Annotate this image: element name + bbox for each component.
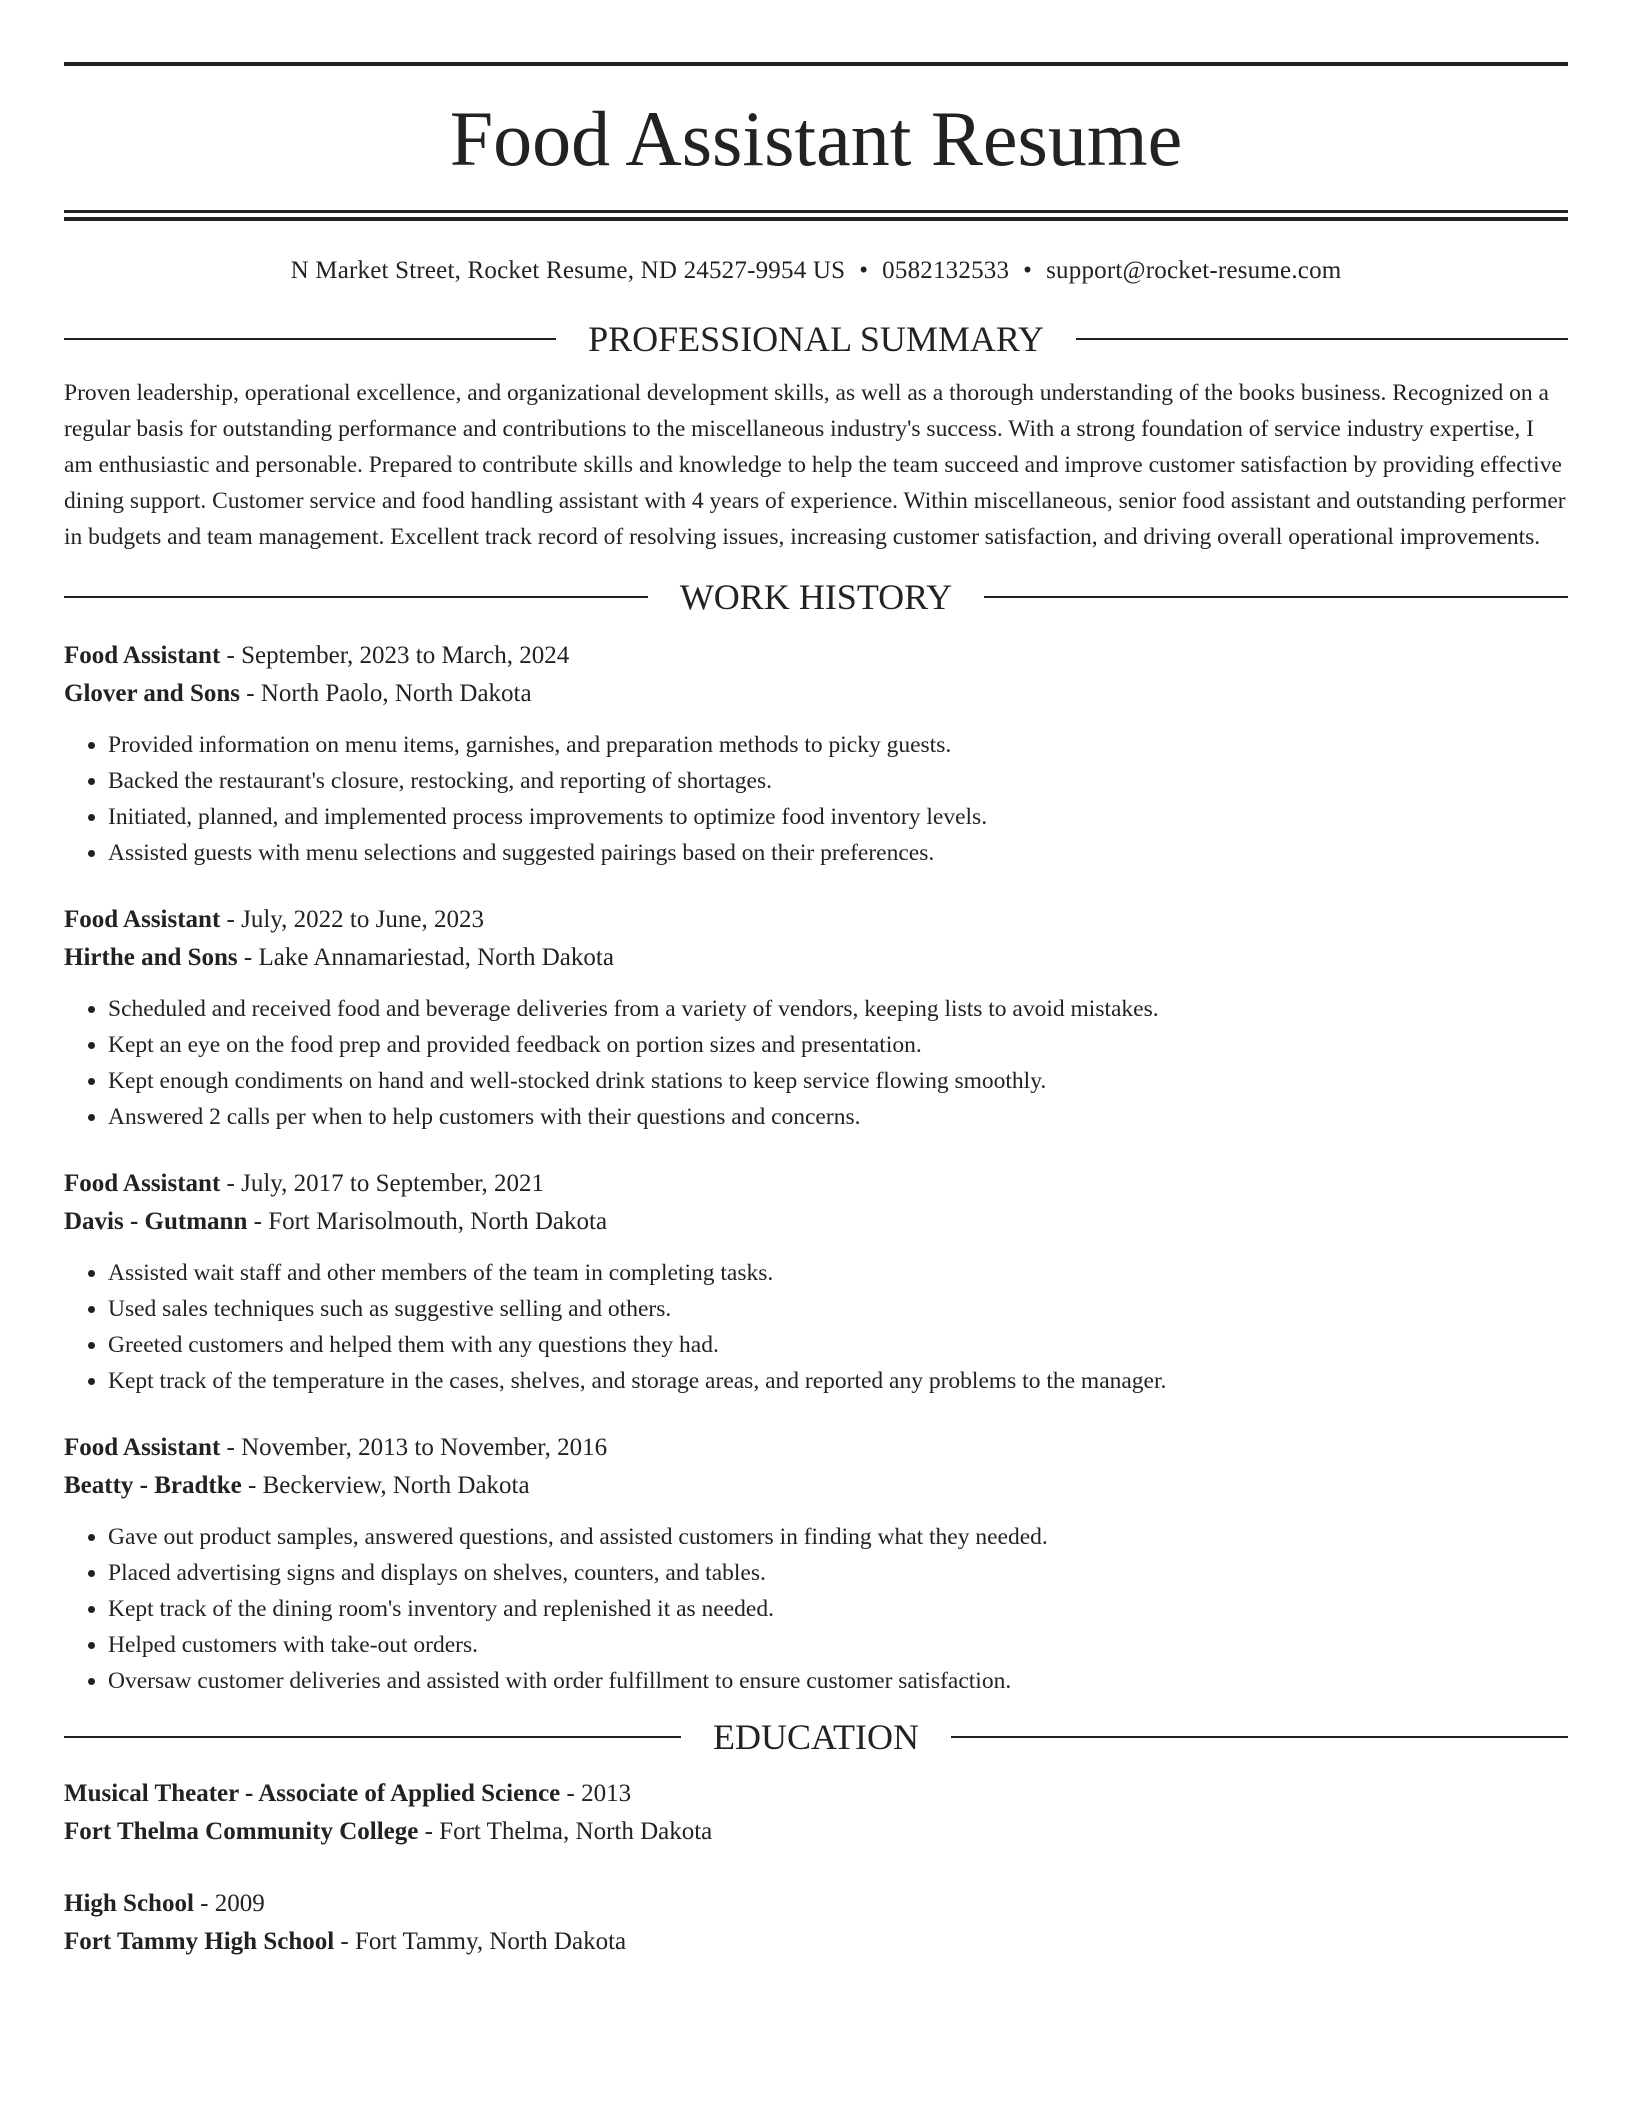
education-location: - Fort Thelma, North Dakota bbox=[418, 1818, 713, 1845]
education-year: - 2009 bbox=[193, 1890, 265, 1917]
job-dates: - September, 2023 to March, 2024 bbox=[220, 642, 570, 669]
job-bullet: • Kept an eye on the food prep and provided feedback on portion sizes and presentation. bbox=[108, 1027, 1568, 1063]
job-bullet: • Kept track of the temperature in the cases, shelves, and storage areas, and reported any problems to the manager. bbox=[108, 1363, 1568, 1399]
education-degree: High School bbox=[64, 1890, 194, 1917]
job-bullet: • Assisted guests with menu selections and suggested pairings based on their preferences. bbox=[108, 835, 1568, 871]
job-bullet: • Kept enough condiments on hand and well-stocked drink stations to keep service flowing smoothly. bbox=[108, 1063, 1568, 1099]
job-location: - North Paolo, North Dakota bbox=[239, 680, 532, 707]
job-bullets bbox=[64, 1519, 1568, 1699]
job-title-line bbox=[64, 637, 1568, 675]
job-bullet: • Kept track of the dining room's inventory and replenished it as needed. bbox=[108, 1591, 1568, 1627]
education-school: Fort Thelma Community College bbox=[64, 1818, 419, 1845]
job-bullet: • Backed the restaurant's closure, restocking, and reporting of shortages. bbox=[108, 763, 1568, 799]
job-company: Beatty - Bradtke bbox=[64, 1472, 242, 1499]
contact-phone: 0582132533 bbox=[882, 257, 1010, 284]
job-company: Glover and Sons bbox=[64, 680, 240, 707]
job-company-line bbox=[64, 939, 1568, 977]
job-company-line bbox=[64, 1203, 1568, 1241]
job-bullets bbox=[64, 727, 1568, 871]
job-title-line bbox=[64, 1165, 1568, 1203]
job-bullet: • Answered 2 calls per when to help customers with their questions and concerns. bbox=[108, 1099, 1568, 1135]
job-dates: - July, 2017 to September, 2021 bbox=[220, 1170, 545, 1197]
summary-section-header bbox=[64, 317, 1568, 361]
section-rule-left bbox=[64, 1736, 681, 1738]
job-entry bbox=[64, 1429, 1568, 1699]
education-school: Fort Tammy High School bbox=[64, 1928, 335, 1955]
job-title: Food Assistant bbox=[64, 1170, 221, 1197]
education-entry bbox=[64, 1885, 1568, 1961]
summary-paragraph: Proven leadership, operational excellence, and organizational development skills, as well as a thorough understanding of the books business. Recognized on a regular basis for outstanding performance and contributions to the miscellaneous industry's success. With a strong foundation of service industry expertise, I am enthusiastic and personable. Prepared to contribute skills and knowledge to help the team succeed and improve customer satisfaction by providing effective dining support. Customer service and food handling assistant with 4 years of experience. Within miscellaneous, senior food assistant and outstanding performer in budgets and team management. Excellent track record of resolving issues, increasing customer satisfaction, and driving overall operational improvements. bbox=[64, 380, 1566, 550]
section-rule-right bbox=[984, 596, 1568, 598]
job-location: - Beckerview, North Dakota bbox=[241, 1472, 530, 1499]
contact-separator: • bbox=[859, 257, 869, 284]
title-double-rule bbox=[64, 210, 1568, 221]
education-section-title: EDUCATION bbox=[713, 1717, 919, 1757]
job-bullet: • Used sales techniques such as suggestive selling and others. bbox=[108, 1291, 1568, 1327]
section-rule-right bbox=[1076, 338, 1568, 340]
summary-section-title: PROFESSIONAL SUMMARY bbox=[588, 319, 1044, 359]
education-section-header bbox=[64, 1715, 1568, 1759]
education-degree: Musical Theater - Associate of Applied Science bbox=[64, 1780, 561, 1807]
job-bullet: • Gave out product samples, answered questions, and assisted customers in finding what they needed. bbox=[108, 1519, 1568, 1555]
education-school-line bbox=[64, 1923, 1568, 1961]
job-bullets bbox=[64, 991, 1568, 1135]
education-year: - 2013 bbox=[560, 1780, 632, 1807]
contact-email: support@rocket-resume.com bbox=[1046, 257, 1342, 284]
section-rule-left bbox=[64, 338, 556, 340]
job-location: - Lake Annamariestad, North Dakota bbox=[237, 944, 614, 971]
job-bullet: • Assisted wait staff and other members of the team in completing tasks. bbox=[108, 1255, 1568, 1291]
job-bullet: • Provided information on menu items, garnishes, and preparation methods to picky guests. bbox=[108, 727, 1568, 763]
job-title-line bbox=[64, 901, 1568, 939]
job-bullet: • Oversaw customer deliveries and assisted with order fulfillment to ensure customer satisfaction. bbox=[108, 1663, 1568, 1699]
education-school-line bbox=[64, 1813, 1568, 1851]
job-title: Food Assistant bbox=[64, 906, 221, 933]
top-rule bbox=[64, 62, 1568, 66]
job-entry bbox=[64, 637, 1568, 871]
job-bullets bbox=[64, 1255, 1568, 1399]
section-rule-right bbox=[951, 1736, 1568, 1738]
education-location: - Fort Tammy, North Dakota bbox=[334, 1928, 627, 1955]
job-company: Hirthe and Sons bbox=[64, 944, 238, 971]
job-title: Food Assistant bbox=[64, 1434, 221, 1461]
contact-line bbox=[64, 255, 1568, 287]
job-entry bbox=[64, 1165, 1568, 1399]
job-dates: - July, 2022 to June, 2023 bbox=[220, 906, 484, 933]
job-company-line bbox=[64, 1467, 1568, 1505]
work-section-header bbox=[64, 575, 1568, 619]
section-rule-left bbox=[64, 596, 648, 598]
job-bullet: • Greeted customers and helped them with any questions they had. bbox=[108, 1327, 1568, 1363]
contact-separator: • bbox=[1023, 257, 1033, 284]
job-bullet: • Scheduled and received food and beverage deliveries from a variety of vendors, keeping lists to avoid mistakes. bbox=[108, 991, 1568, 1027]
job-dates: - November, 2013 to November, 2016 bbox=[220, 1434, 608, 1461]
work-section-title: WORK HISTORY bbox=[679, 577, 953, 617]
job-entry bbox=[64, 901, 1568, 1135]
job-title: Food Assistant bbox=[64, 642, 221, 669]
education-degree-line bbox=[64, 1885, 1568, 1923]
job-bullet: • Placed advertising signs and displays on shelves, counters, and tables. bbox=[108, 1555, 1568, 1591]
education-degree-line bbox=[64, 1775, 1568, 1813]
education-entry bbox=[64, 1775, 1568, 1851]
job-location: - Fort Marisolmouth, North Dakota bbox=[247, 1208, 608, 1235]
job-company: Davis - Gutmann bbox=[64, 1208, 248, 1235]
contact-address: N Market Street, Rocket Resume, ND 24527-9954 US bbox=[290, 257, 846, 284]
job-company-line bbox=[64, 675, 1568, 713]
job-bullet: • Initiated, planned, and implemented process improvements to optimize food inventory levels. bbox=[108, 799, 1568, 835]
job-bullet: • Helped customers with take-out orders. bbox=[108, 1627, 1568, 1663]
resume-title: Food Assistant Resume bbox=[449, 95, 1183, 182]
job-title-line bbox=[64, 1429, 1568, 1467]
